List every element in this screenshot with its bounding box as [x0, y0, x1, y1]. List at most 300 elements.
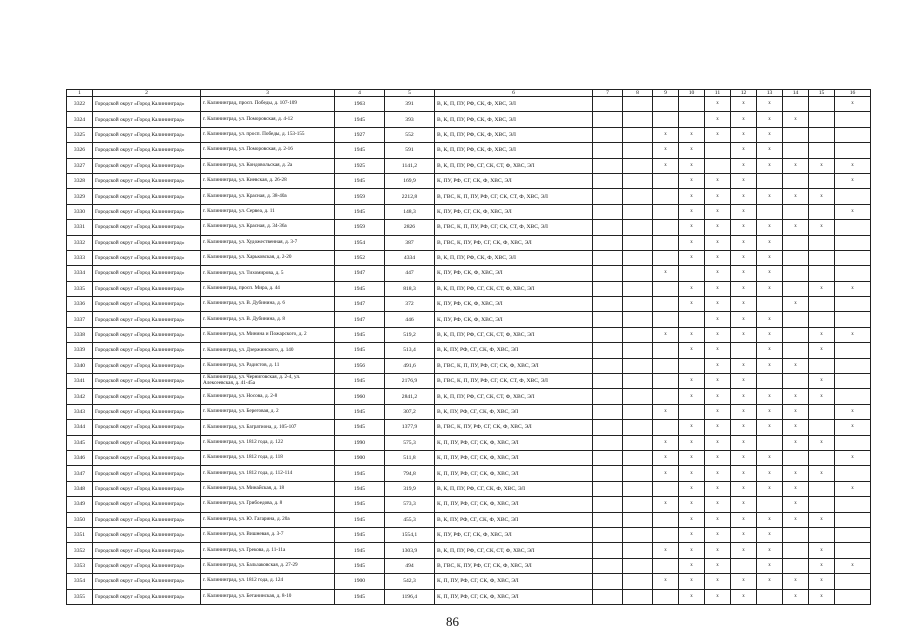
municipality-cell: Городской округ «Город Калининград»	[93, 297, 201, 312]
year-cell: 1945	[335, 143, 385, 158]
mark-cell: x	[757, 312, 783, 327]
mark-cell: x	[809, 374, 835, 389]
column-7-cell	[593, 404, 623, 419]
mark-cell	[783, 543, 809, 558]
mark-cell: x	[783, 574, 809, 589]
mark-cell: x	[705, 266, 731, 281]
mark-cell: x	[653, 497, 679, 512]
mark-cell	[835, 112, 871, 127]
year-cell: 1925	[335, 158, 385, 173]
row-number: 3330	[67, 204, 93, 219]
row-number: 3349	[67, 497, 93, 512]
mark-cell: x	[809, 543, 835, 558]
mark-cell: x	[679, 466, 705, 481]
mark-cell	[653, 97, 679, 112]
table-row	[67, 281, 871, 296]
works-cell: В, К, ПУ, РФ, СГ, СК, Ф, ХВС, ЭЛ	[435, 404, 593, 419]
mark-cell: x	[783, 358, 809, 373]
mark-cell	[679, 404, 705, 419]
mark-cell: x	[809, 389, 835, 404]
table-row	[67, 312, 871, 327]
year-cell: 1956	[335, 358, 385, 373]
year-cell: 1947	[335, 312, 385, 327]
column-7-cell	[593, 281, 623, 296]
column-7-cell	[593, 250, 623, 265]
mark-cell: x	[835, 420, 871, 435]
area-cell: 519,2	[385, 327, 435, 342]
mark-cell: x	[809, 327, 835, 342]
mark-cell	[653, 589, 679, 604]
row-number: 3346	[67, 450, 93, 465]
address-cell: г. Калининград, ул. Носова, д. 2-8	[201, 389, 335, 404]
mark-cell	[653, 358, 679, 373]
mark-cell: x	[757, 558, 783, 573]
mark-cell	[809, 127, 835, 142]
mark-cell: x	[783, 420, 809, 435]
column-7-cell	[593, 173, 623, 188]
mark-cell	[809, 358, 835, 373]
mark-cell: x	[783, 512, 809, 527]
mark-cell: x	[705, 204, 731, 219]
mark-cell: x	[731, 497, 757, 512]
column-7-cell	[593, 558, 623, 573]
mark-cell: x	[653, 466, 679, 481]
column-8-cell	[623, 189, 653, 204]
column-8-cell	[623, 266, 653, 281]
mark-cell	[835, 312, 871, 327]
table-row	[67, 327, 871, 342]
mark-cell: x	[679, 343, 705, 358]
row-number: 3348	[67, 481, 93, 496]
row-number: 3331	[67, 220, 93, 235]
column-8-cell	[623, 127, 653, 142]
column-8-cell	[623, 281, 653, 296]
municipality-cell: Городской округ «Город Калининград»	[93, 527, 201, 542]
area-cell: 513,4	[385, 343, 435, 358]
mark-cell	[653, 235, 679, 250]
table-row	[67, 158, 871, 173]
mark-cell: x	[679, 173, 705, 188]
column-number-5: 5	[385, 90, 435, 97]
column-8-cell	[623, 466, 653, 481]
mark-cell: x	[731, 127, 757, 142]
works-cell: В, К, П, ПУ, РФ, СГ, СК, СТ, Ф, ХВС, ЭЛ	[435, 543, 593, 558]
mark-cell	[835, 220, 871, 235]
area-cell: 4334	[385, 250, 435, 265]
table-row	[67, 143, 871, 158]
area-cell: 491,6	[385, 358, 435, 373]
column-8-cell	[623, 112, 653, 127]
mark-cell	[679, 112, 705, 127]
address-cell: г. Калининград, ул. Поморовская, д. 4-12	[201, 112, 335, 127]
municipality-cell: Городской округ «Город Калининград»	[93, 158, 201, 173]
municipality-cell: Городской округ «Город Калининград»	[93, 435, 201, 450]
mark-cell: x	[705, 450, 731, 465]
mark-cell: x	[705, 512, 731, 527]
municipality-cell: Городской округ «Город Калининград»	[93, 327, 201, 342]
mark-cell	[783, 558, 809, 573]
address-cell: г. Калининград, ул. Киевская, д. 26-28	[201, 173, 335, 188]
mark-cell	[835, 143, 871, 158]
year-cell: 1945	[335, 204, 385, 219]
mark-cell: x	[653, 266, 679, 281]
mark-cell	[809, 235, 835, 250]
column-8-cell	[623, 143, 653, 158]
mark-cell	[679, 97, 705, 112]
area-cell: 2212,8	[385, 189, 435, 204]
year-cell: 1945	[335, 112, 385, 127]
address-cell: г. Калининград, ул. просп. Победы, д. 153-155	[201, 127, 335, 142]
row-number: 3343	[67, 404, 93, 419]
year-cell: 1945	[335, 173, 385, 188]
column-7-cell	[593, 266, 623, 281]
municipality-cell: Городской округ «Город Калининград»	[93, 589, 201, 604]
municipality-cell: Городской округ «Город Калининград»	[93, 481, 201, 496]
municipality-cell: Городской округ «Город Калининград»	[93, 250, 201, 265]
mark-cell	[835, 189, 871, 204]
address-cell: г. Калининград, ул. 1812 года, д. 112-114	[201, 466, 335, 481]
mark-cell: x	[731, 112, 757, 127]
column-8-cell	[623, 235, 653, 250]
table-row	[67, 574, 871, 589]
mark-cell: x	[731, 204, 757, 219]
area-cell: 455,3	[385, 512, 435, 527]
address-cell: г. Калининград, ул. В. Дубинина, д. 8	[201, 312, 335, 327]
mark-cell: x	[731, 589, 757, 604]
works-cell: В, К, П, ПУ, РФ, СК, Ф, ХВС, ЭЛ	[435, 250, 593, 265]
mark-cell	[809, 497, 835, 512]
mark-cell: x	[679, 420, 705, 435]
address-cell: г. Калининград, ул. Сервеа, д. 11	[201, 204, 335, 219]
row-number: 3337	[67, 312, 93, 327]
municipality-cell: Городской округ «Город Калининград»	[93, 543, 201, 558]
area-cell: 1141,2	[385, 158, 435, 173]
mark-cell: x	[731, 158, 757, 173]
mark-cell	[783, 235, 809, 250]
column-number-2: 2	[93, 90, 201, 97]
municipality-cell: Городской округ «Город Калининград»	[93, 235, 201, 250]
works-cell: В, ГВС, К, ПУ, РФ, СГ, СК, Ф, ХВС, ЭЛ	[435, 558, 593, 573]
mark-cell: x	[809, 281, 835, 296]
address-cell: г. Калининград, ул. Бальзаковская, д. 27-29	[201, 558, 335, 573]
column-7-cell	[593, 127, 623, 142]
mark-cell: x	[835, 327, 871, 342]
mark-cell	[783, 143, 809, 158]
works-cell: В, К, П, ПУ, РФ, СК, Ф, ХВС, ЭЛ	[435, 112, 593, 127]
row-number: 3350	[67, 512, 93, 527]
year-cell: 1959	[335, 220, 385, 235]
mark-cell: x	[653, 543, 679, 558]
mark-cell: x	[705, 374, 731, 389]
table-row	[67, 173, 871, 188]
table-row	[67, 189, 871, 204]
row-number: 3329	[67, 189, 93, 204]
municipality-cell: Городской округ «Город Калининград»	[93, 281, 201, 296]
column-8-cell	[623, 543, 653, 558]
table-row	[67, 235, 871, 250]
mark-cell: x	[757, 543, 783, 558]
column-number-16: 16	[835, 90, 871, 97]
mark-cell: x	[783, 189, 809, 204]
mark-cell: x	[809, 558, 835, 573]
mark-cell: x	[783, 158, 809, 173]
mark-cell	[705, 158, 731, 173]
mark-cell	[653, 374, 679, 389]
mark-cell: x	[679, 250, 705, 265]
mark-cell: x	[731, 220, 757, 235]
row-number: 3327	[67, 158, 93, 173]
mark-cell: x	[705, 497, 731, 512]
mark-cell	[835, 235, 871, 250]
mark-cell: x	[835, 281, 871, 296]
mark-cell: x	[705, 389, 731, 404]
mark-cell	[809, 112, 835, 127]
address-cell: г. Калининград, ул. Ю. Гагарина, д. 20а	[201, 512, 335, 527]
address-cell: г. Калининград, ул. Тихомирова, д. 5	[201, 266, 335, 281]
column-number-7: 7	[593, 90, 623, 97]
works-cell: В, ГВС, К, ПУ, РФ, СГ, СК, Ф, ХВС, ЭЛ	[435, 235, 593, 250]
column-7-cell	[593, 389, 623, 404]
mark-cell: x	[679, 389, 705, 404]
mark-cell: x	[705, 343, 731, 358]
mark-cell: x	[705, 312, 731, 327]
column-7-cell	[593, 527, 623, 542]
mark-cell: x	[653, 404, 679, 419]
mark-cell	[809, 404, 835, 419]
mark-cell: x	[757, 420, 783, 435]
mark-cell: x	[809, 466, 835, 481]
area-cell: 591	[385, 143, 435, 158]
year-cell: 1990	[335, 435, 385, 450]
area-cell: 794,8	[385, 466, 435, 481]
column-number-14: 14	[783, 90, 809, 97]
mark-cell: x	[731, 235, 757, 250]
address-cell: г. Калининград, ул. Багратиона, д. 105-107	[201, 420, 335, 435]
row-number: 3333	[67, 250, 93, 265]
mark-cell: x	[679, 220, 705, 235]
column-7-cell	[593, 589, 623, 604]
year-cell: 1945	[335, 466, 385, 481]
mark-cell	[757, 374, 783, 389]
table-row	[67, 297, 871, 312]
works-cell: К, П, ПУ, РФ, СГ, СК, Ф, ХВС, ЭЛ	[435, 466, 593, 481]
table-row	[67, 512, 871, 527]
mark-cell: x	[705, 527, 731, 542]
row-number: 3347	[67, 466, 93, 481]
works-cell: К, ПУ, РФ, СК, Ф, ХВС, ЭЛ	[435, 266, 593, 281]
mark-cell	[783, 204, 809, 219]
mark-cell: x	[705, 589, 731, 604]
mark-cell	[679, 266, 705, 281]
mark-cell	[809, 173, 835, 188]
mark-cell	[653, 297, 679, 312]
mark-cell: x	[757, 481, 783, 496]
column-8-cell	[623, 435, 653, 450]
row-number: 3351	[67, 527, 93, 542]
table-row	[67, 450, 871, 465]
area-cell: 446	[385, 312, 435, 327]
mark-cell: x	[783, 112, 809, 127]
column-7-cell	[593, 235, 623, 250]
mark-cell	[783, 527, 809, 542]
mark-cell: x	[679, 235, 705, 250]
column-8-cell	[623, 527, 653, 542]
mark-cell	[653, 512, 679, 527]
mark-cell: x	[731, 250, 757, 265]
municipality-cell: Городской округ «Город Калининград»	[93, 389, 201, 404]
mark-cell: x	[731, 466, 757, 481]
works-cell: В, ГВС, К, ПУ, РФ, СГ, СК, Ф, ХВС, ЭЛ	[435, 420, 593, 435]
mark-cell: x	[757, 450, 783, 465]
mark-cell: x	[757, 97, 783, 112]
column-8-cell	[623, 389, 653, 404]
mark-cell: x	[731, 512, 757, 527]
column-8-cell	[623, 97, 653, 112]
year-cell: 1945	[335, 281, 385, 296]
table-row	[67, 374, 871, 389]
column-8-cell	[623, 404, 653, 419]
municipality-cell: Городской округ «Город Калининград»	[93, 343, 201, 358]
mark-cell: x	[653, 450, 679, 465]
mark-cell	[809, 527, 835, 542]
year-cell: 1945	[335, 404, 385, 419]
mark-cell	[783, 374, 809, 389]
row-number: 3341	[67, 374, 93, 389]
column-number-9: 9	[653, 90, 679, 97]
mark-cell: x	[679, 450, 705, 465]
column-number-3: 3	[201, 90, 335, 97]
area-cell: 1377,9	[385, 420, 435, 435]
address-cell: г. Калининград, ул. Дзержинского, д. 140	[201, 343, 335, 358]
mark-cell	[835, 512, 871, 527]
mark-cell	[809, 450, 835, 465]
mark-cell: x	[705, 404, 731, 419]
column-7-cell	[593, 143, 623, 158]
municipality-cell: Городской округ «Город Калининград»	[93, 420, 201, 435]
municipality-cell: Городской округ «Город Калининград»	[93, 512, 201, 527]
mark-cell	[679, 358, 705, 373]
mark-cell: x	[679, 481, 705, 496]
works-cell: К, П, ПУ, РФ, СГ, СК, Ф, ХВС, ЭЛ	[435, 435, 593, 450]
year-cell: 1959	[335, 189, 385, 204]
year-cell: 1900	[335, 450, 385, 465]
works-cell: В, К, ПУ, РФ, СГ, СК, Ф, ХВС, ЭЛ	[435, 512, 593, 527]
mark-cell: x	[783, 589, 809, 604]
page-number: 86	[446, 614, 459, 629]
address-cell: г. Калининград, ул. Харьковская, д. 2-20	[201, 250, 335, 265]
column-8-cell	[623, 250, 653, 265]
address-cell: г. Калининград, ул. Радистов, д. 11	[201, 358, 335, 373]
table-row	[67, 404, 871, 419]
works-cell: В, К, П, ПУ, РФ, СК, Ф, ХВС, ЭЛ	[435, 143, 593, 158]
mark-cell	[809, 266, 835, 281]
mark-cell: x	[731, 420, 757, 435]
works-cell: В, К, П, ПУ, РФ, СГ, СК, Ф, ХВС, ЭЛ	[435, 481, 593, 496]
mark-cell: x	[731, 450, 757, 465]
mark-cell: x	[731, 543, 757, 558]
mark-cell	[835, 589, 871, 604]
year-cell: 1947	[335, 297, 385, 312]
mark-cell	[835, 497, 871, 512]
mark-cell: x	[757, 127, 783, 142]
mark-cell	[705, 143, 731, 158]
row-number: 3326	[67, 143, 93, 158]
mark-cell: x	[731, 143, 757, 158]
mark-cell: x	[757, 143, 783, 158]
table-row	[67, 543, 871, 558]
municipality-cell: Городской округ «Город Калининград»	[93, 204, 201, 219]
mark-cell	[757, 173, 783, 188]
mark-cell	[835, 527, 871, 542]
column-number-10: 10	[679, 90, 705, 97]
column-8-cell	[623, 343, 653, 358]
mark-cell: x	[783, 297, 809, 312]
address-cell: г. Калининград, просп. Мира, д. 44	[201, 281, 335, 296]
mark-cell: x	[679, 543, 705, 558]
mark-cell: x	[705, 173, 731, 188]
column-7-cell	[593, 574, 623, 589]
mark-cell: x	[757, 266, 783, 281]
works-cell: В, ГВС, К, П, ПУ, РФ, СГ, СК, СТ, Ф, ХВС, ЭЛ	[435, 220, 593, 235]
mark-cell	[835, 574, 871, 589]
works-cell: К, П, ПУ, РФ, СГ, СК, Ф, ХВС, ЭЛ	[435, 450, 593, 465]
mark-cell: x	[809, 435, 835, 450]
column-8-cell	[623, 574, 653, 589]
address-cell: г. Калининград, ул. Грибоедова, д. 8	[201, 497, 335, 512]
area-cell: 319,9	[385, 481, 435, 496]
mark-cell: x	[731, 266, 757, 281]
mark-cell: x	[705, 112, 731, 127]
column-7-cell	[593, 312, 623, 327]
column-7-cell	[593, 112, 623, 127]
mark-cell	[783, 97, 809, 112]
column-7-cell	[593, 466, 623, 481]
mark-cell	[757, 435, 783, 450]
works-cell: В, К, ПУ, РФ, СГ, СК, Ф, ХВС, ЭЛ	[435, 343, 593, 358]
row-number: 3355	[67, 589, 93, 604]
row-number: 3352	[67, 543, 93, 558]
mark-cell	[809, 481, 835, 496]
row-number: 3334	[67, 266, 93, 281]
mark-cell: x	[679, 558, 705, 573]
mark-cell: x	[783, 481, 809, 496]
mark-cell	[757, 204, 783, 219]
mark-cell	[809, 420, 835, 435]
column-7-cell	[593, 158, 623, 173]
mark-cell: x	[731, 404, 757, 419]
mark-cell: x	[757, 574, 783, 589]
column-7-cell	[593, 420, 623, 435]
mark-cell: x	[653, 143, 679, 158]
column-number-15: 15	[809, 90, 835, 97]
works-cell: В, К, П, ПУ, РФ, СГ, СК, СТ, Ф, ХВС, ЭЛ	[435, 281, 593, 296]
row-number: 3335	[67, 281, 93, 296]
works-cell: К, П, ПУ, РФ, СГ, СК, Ф, ХВС, ЭЛ	[435, 497, 593, 512]
municipality-cell: Городской округ «Город Калининград»	[93, 574, 201, 589]
column-7-cell	[593, 327, 623, 342]
municipality-cell: Городской округ «Город Калининград»	[93, 497, 201, 512]
mark-cell: x	[679, 281, 705, 296]
mark-cell: x	[731, 435, 757, 450]
mark-cell: x	[757, 343, 783, 358]
column-8-cell	[623, 204, 653, 219]
municipality-cell: Городской округ «Город Калининград»	[93, 97, 201, 112]
mark-cell: x	[705, 558, 731, 573]
mark-cell: x	[705, 466, 731, 481]
municipality-cell: Городской округ «Город Калининград»	[93, 189, 201, 204]
mark-cell: x	[705, 420, 731, 435]
mark-cell: x	[809, 574, 835, 589]
